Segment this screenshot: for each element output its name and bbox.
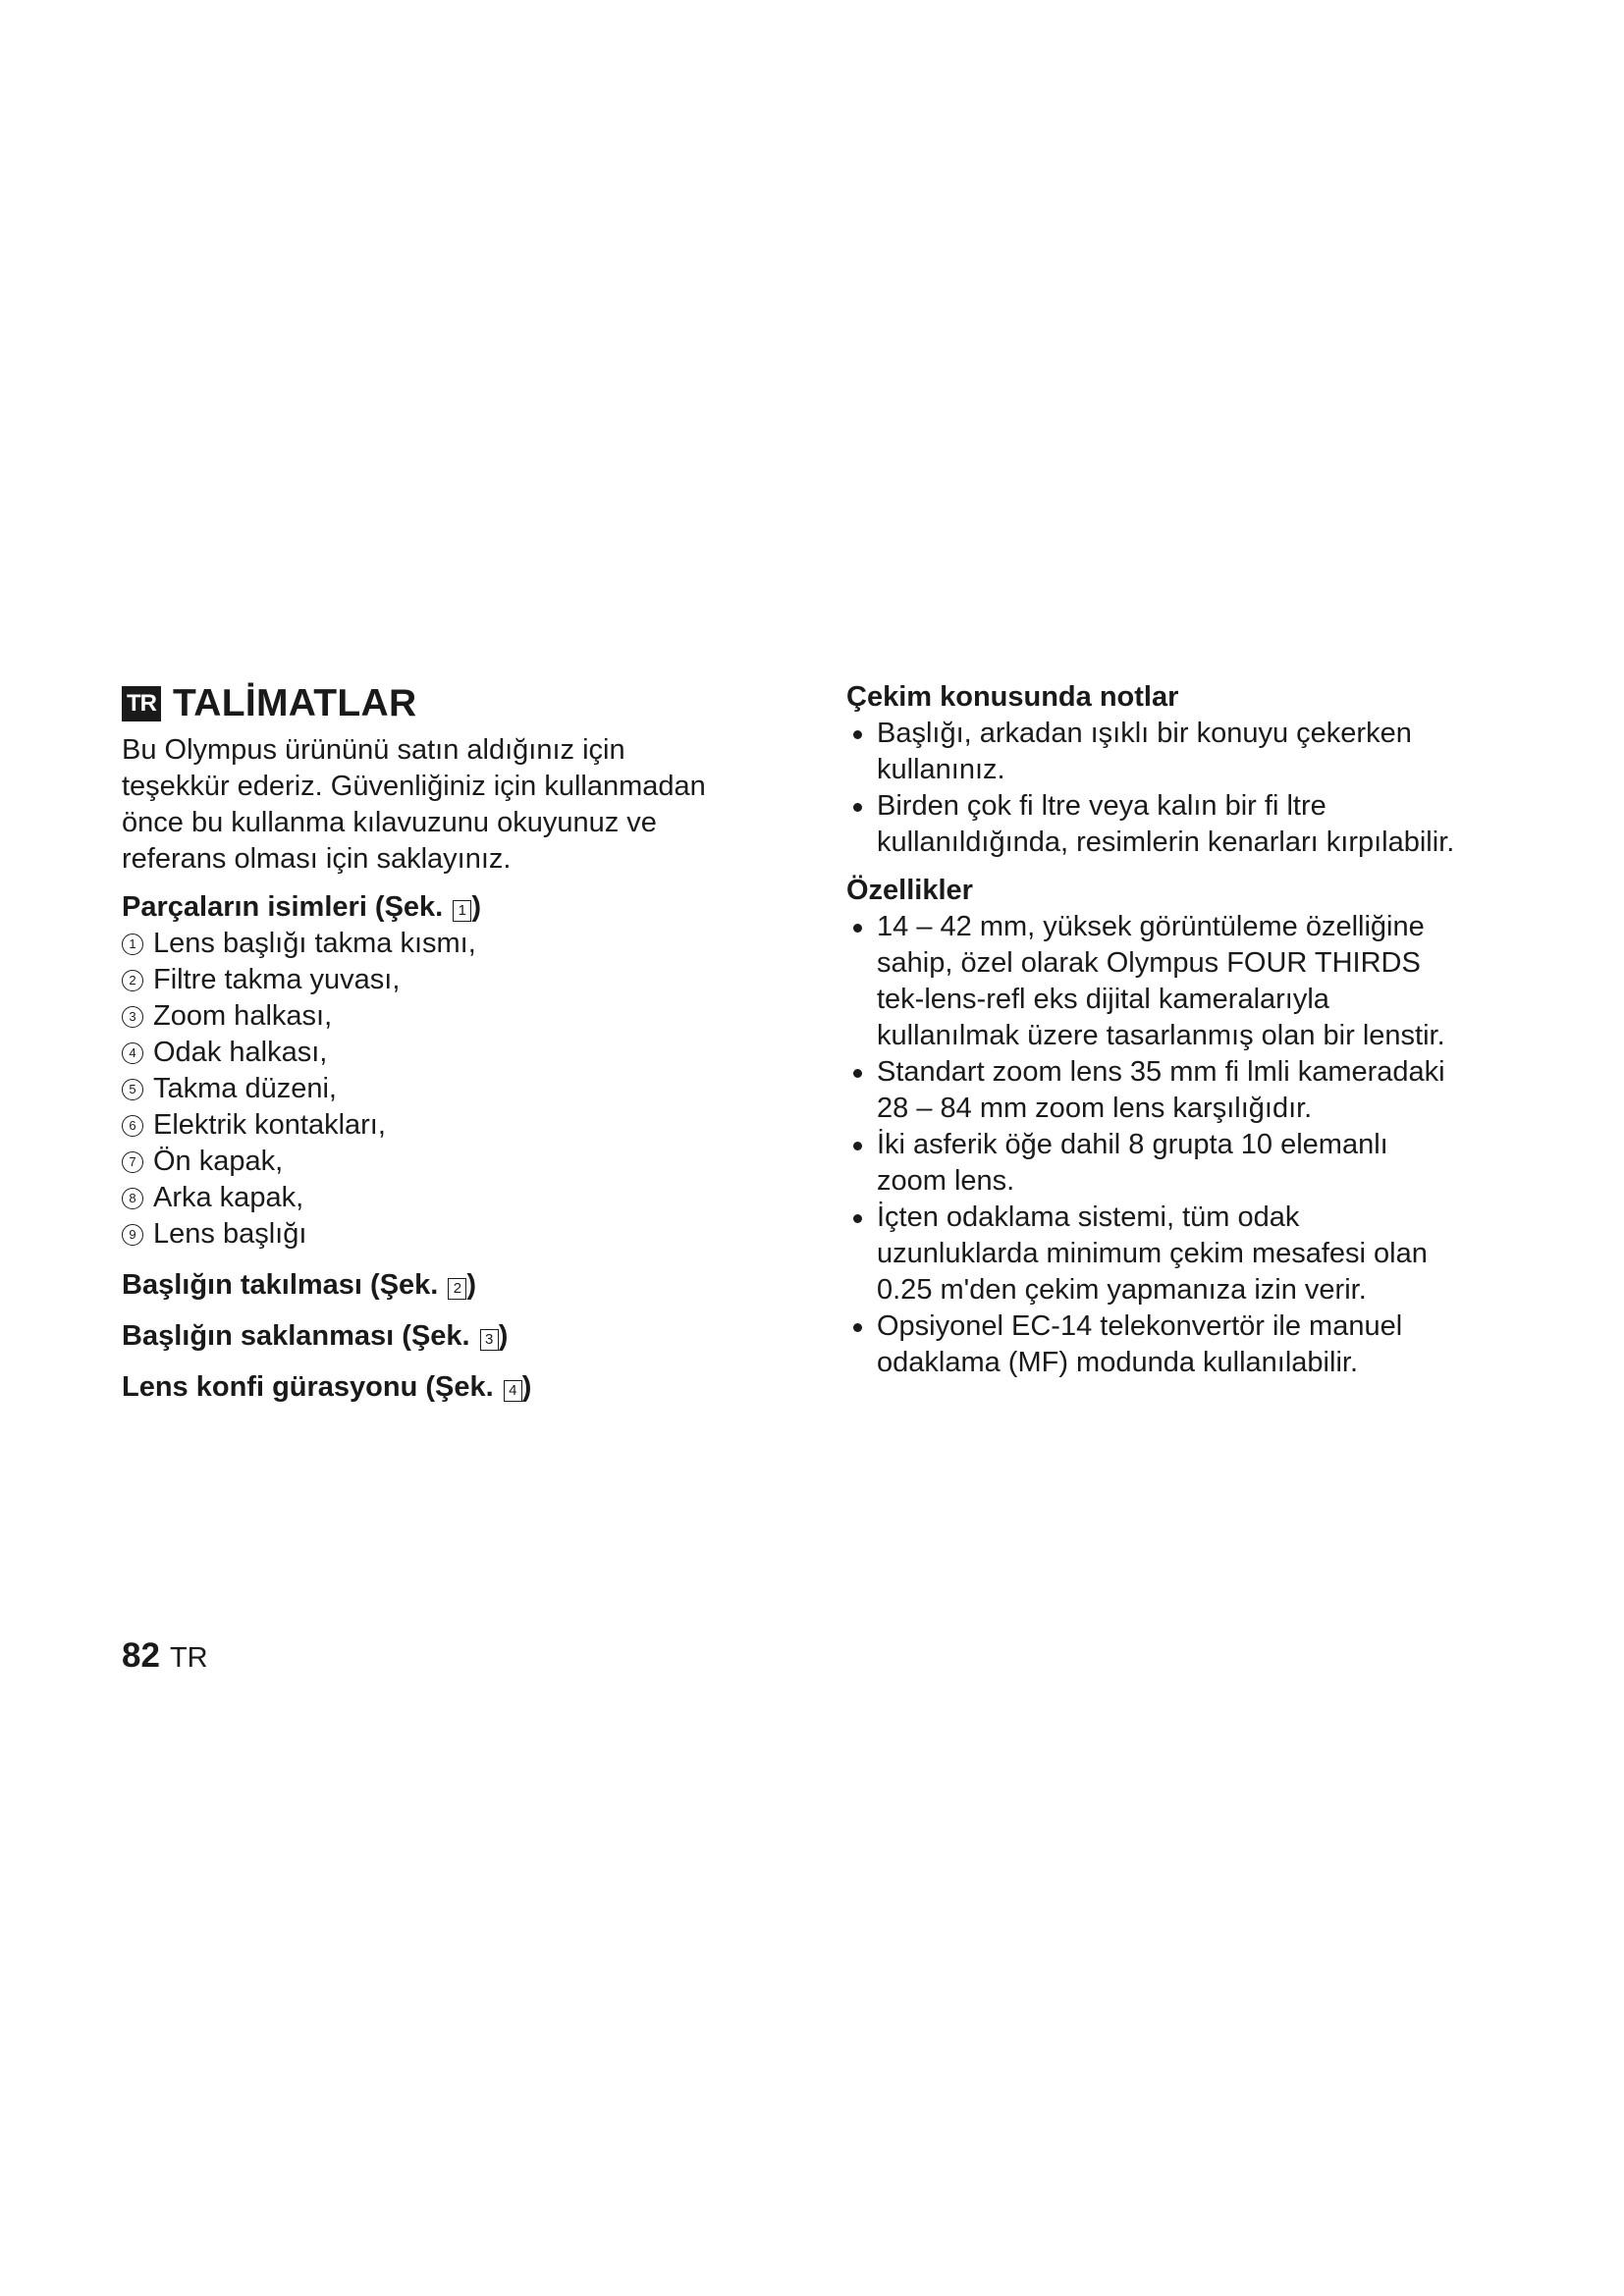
page-language: TR [169, 1642, 208, 1674]
intro-line: önce bu kullanma kılavuzunu okuyunuz ve [122, 807, 657, 838]
parts-list [122, 926, 789, 1253]
notes-list [846, 716, 1514, 861]
item-number: 8 [122, 1188, 143, 1209]
intro-line: referans olması için saklayınız. [122, 843, 512, 875]
left-column [122, 679, 789, 1406]
item-number: 1 [122, 934, 143, 955]
list-item [122, 1180, 789, 1216]
list-item [122, 962, 789, 998]
right-column [846, 679, 1514, 1381]
list-item [122, 1035, 789, 1071]
list-item: 14 – 42 mm, yüksek görüntüleme özelliğine sahip, özel olarak Olympus FOUR THIRDS tek-lens-refl eks dijital kameralarıyla kullanılmak üzere tasarlanmış olan bir lenstir. [846, 909, 1514, 1054]
list-item [122, 1144, 789, 1180]
item-label: Zoom halkası, [153, 1000, 333, 1032]
storage-heading: Başlığın saklanması (Şek. 3 ) [122, 1320, 509, 1352]
intro-paragraph [122, 732, 789, 878]
item-number: 6 [122, 1115, 143, 1137]
notes-heading: Çekim konusunda notlar [846, 681, 1179, 713]
parts-heading: Parçaların isimleri (Şek. 1 ) [122, 891, 481, 923]
page-footer [122, 1636, 208, 1676]
item-label: Arka kapak, [153, 1182, 304, 1213]
item-label: Elektrik kontakları, [153, 1109, 386, 1141]
item-number: 7 [122, 1151, 143, 1173]
attach-heading: Başlığın takılması (Şek. 2 ) [122, 1269, 477, 1301]
list-item: Opsiyonel EC-14 telekonvertör ile manuel odaklama (MF) modunda kullanılabilir. [846, 1308, 1514, 1381]
list-item: Birden çok fi ltre veya kalın bir fi ltre kullanıldığında, resimlerin kenarları kırpılabilir. [846, 788, 1514, 861]
intro-line: teşekkür ederiz. Güvenliğiniz için kullanmadan [122, 771, 706, 802]
figure-ref-box: 2 [448, 1278, 466, 1300]
section-header [122, 679, 789, 728]
config-heading: Lens konfi gürasyonu (Şek. 4 ) [122, 1371, 532, 1403]
item-label: Lens başlığı takma kısmı, [153, 928, 476, 959]
language-badge: TR [122, 686, 161, 721]
list-item: İçten odaklama sistemi, tüm odak uzunluklarda minimum çekim mesafesi olan 0.25 m'den çekim yapmanıza izin verir. [846, 1200, 1514, 1308]
item-label: Filtre takma yuvası, [153, 964, 401, 995]
item-number: 5 [122, 1079, 143, 1100]
figure-ref-box: 3 [480, 1329, 499, 1351]
list-item [122, 926, 789, 962]
item-number: 2 [122, 970, 143, 991]
item-label: Odak halkası, [153, 1037, 328, 1068]
page-title: TALİMATLAR [173, 682, 417, 724]
list-item: İki asferik öğe dahil 8 grupta 10 elemanlı zoom lens. [846, 1127, 1514, 1200]
page-number: 82 [122, 1636, 160, 1675]
item-number: 3 [122, 1006, 143, 1028]
list-item [122, 998, 789, 1035]
list-item [122, 1107, 789, 1144]
list-item: Başlığı, arkadan ışıklı bir konuyu çekerken kullanınız. [846, 716, 1514, 788]
item-label: Lens başlığı [153, 1218, 307, 1250]
features-list [846, 909, 1514, 1381]
intro-line: Bu Olympus ürününü satın aldığınız için [122, 734, 625, 766]
item-number: 9 [122, 1224, 143, 1246]
features-heading: Özellikler [846, 875, 973, 906]
item-label: Ön kapak, [153, 1146, 284, 1177]
figure-ref-box: 1 [453, 900, 471, 922]
list-item [122, 1071, 789, 1107]
list-item: Standart zoom lens 35 mm fi lmli kameradaki 28 – 84 mm zoom lens karşılığıdır. [846, 1054, 1514, 1127]
list-item [122, 1216, 789, 1253]
item-number: 4 [122, 1042, 143, 1064]
figure-ref-box: 4 [504, 1380, 522, 1402]
item-label: Takma düzeni, [153, 1073, 337, 1104]
